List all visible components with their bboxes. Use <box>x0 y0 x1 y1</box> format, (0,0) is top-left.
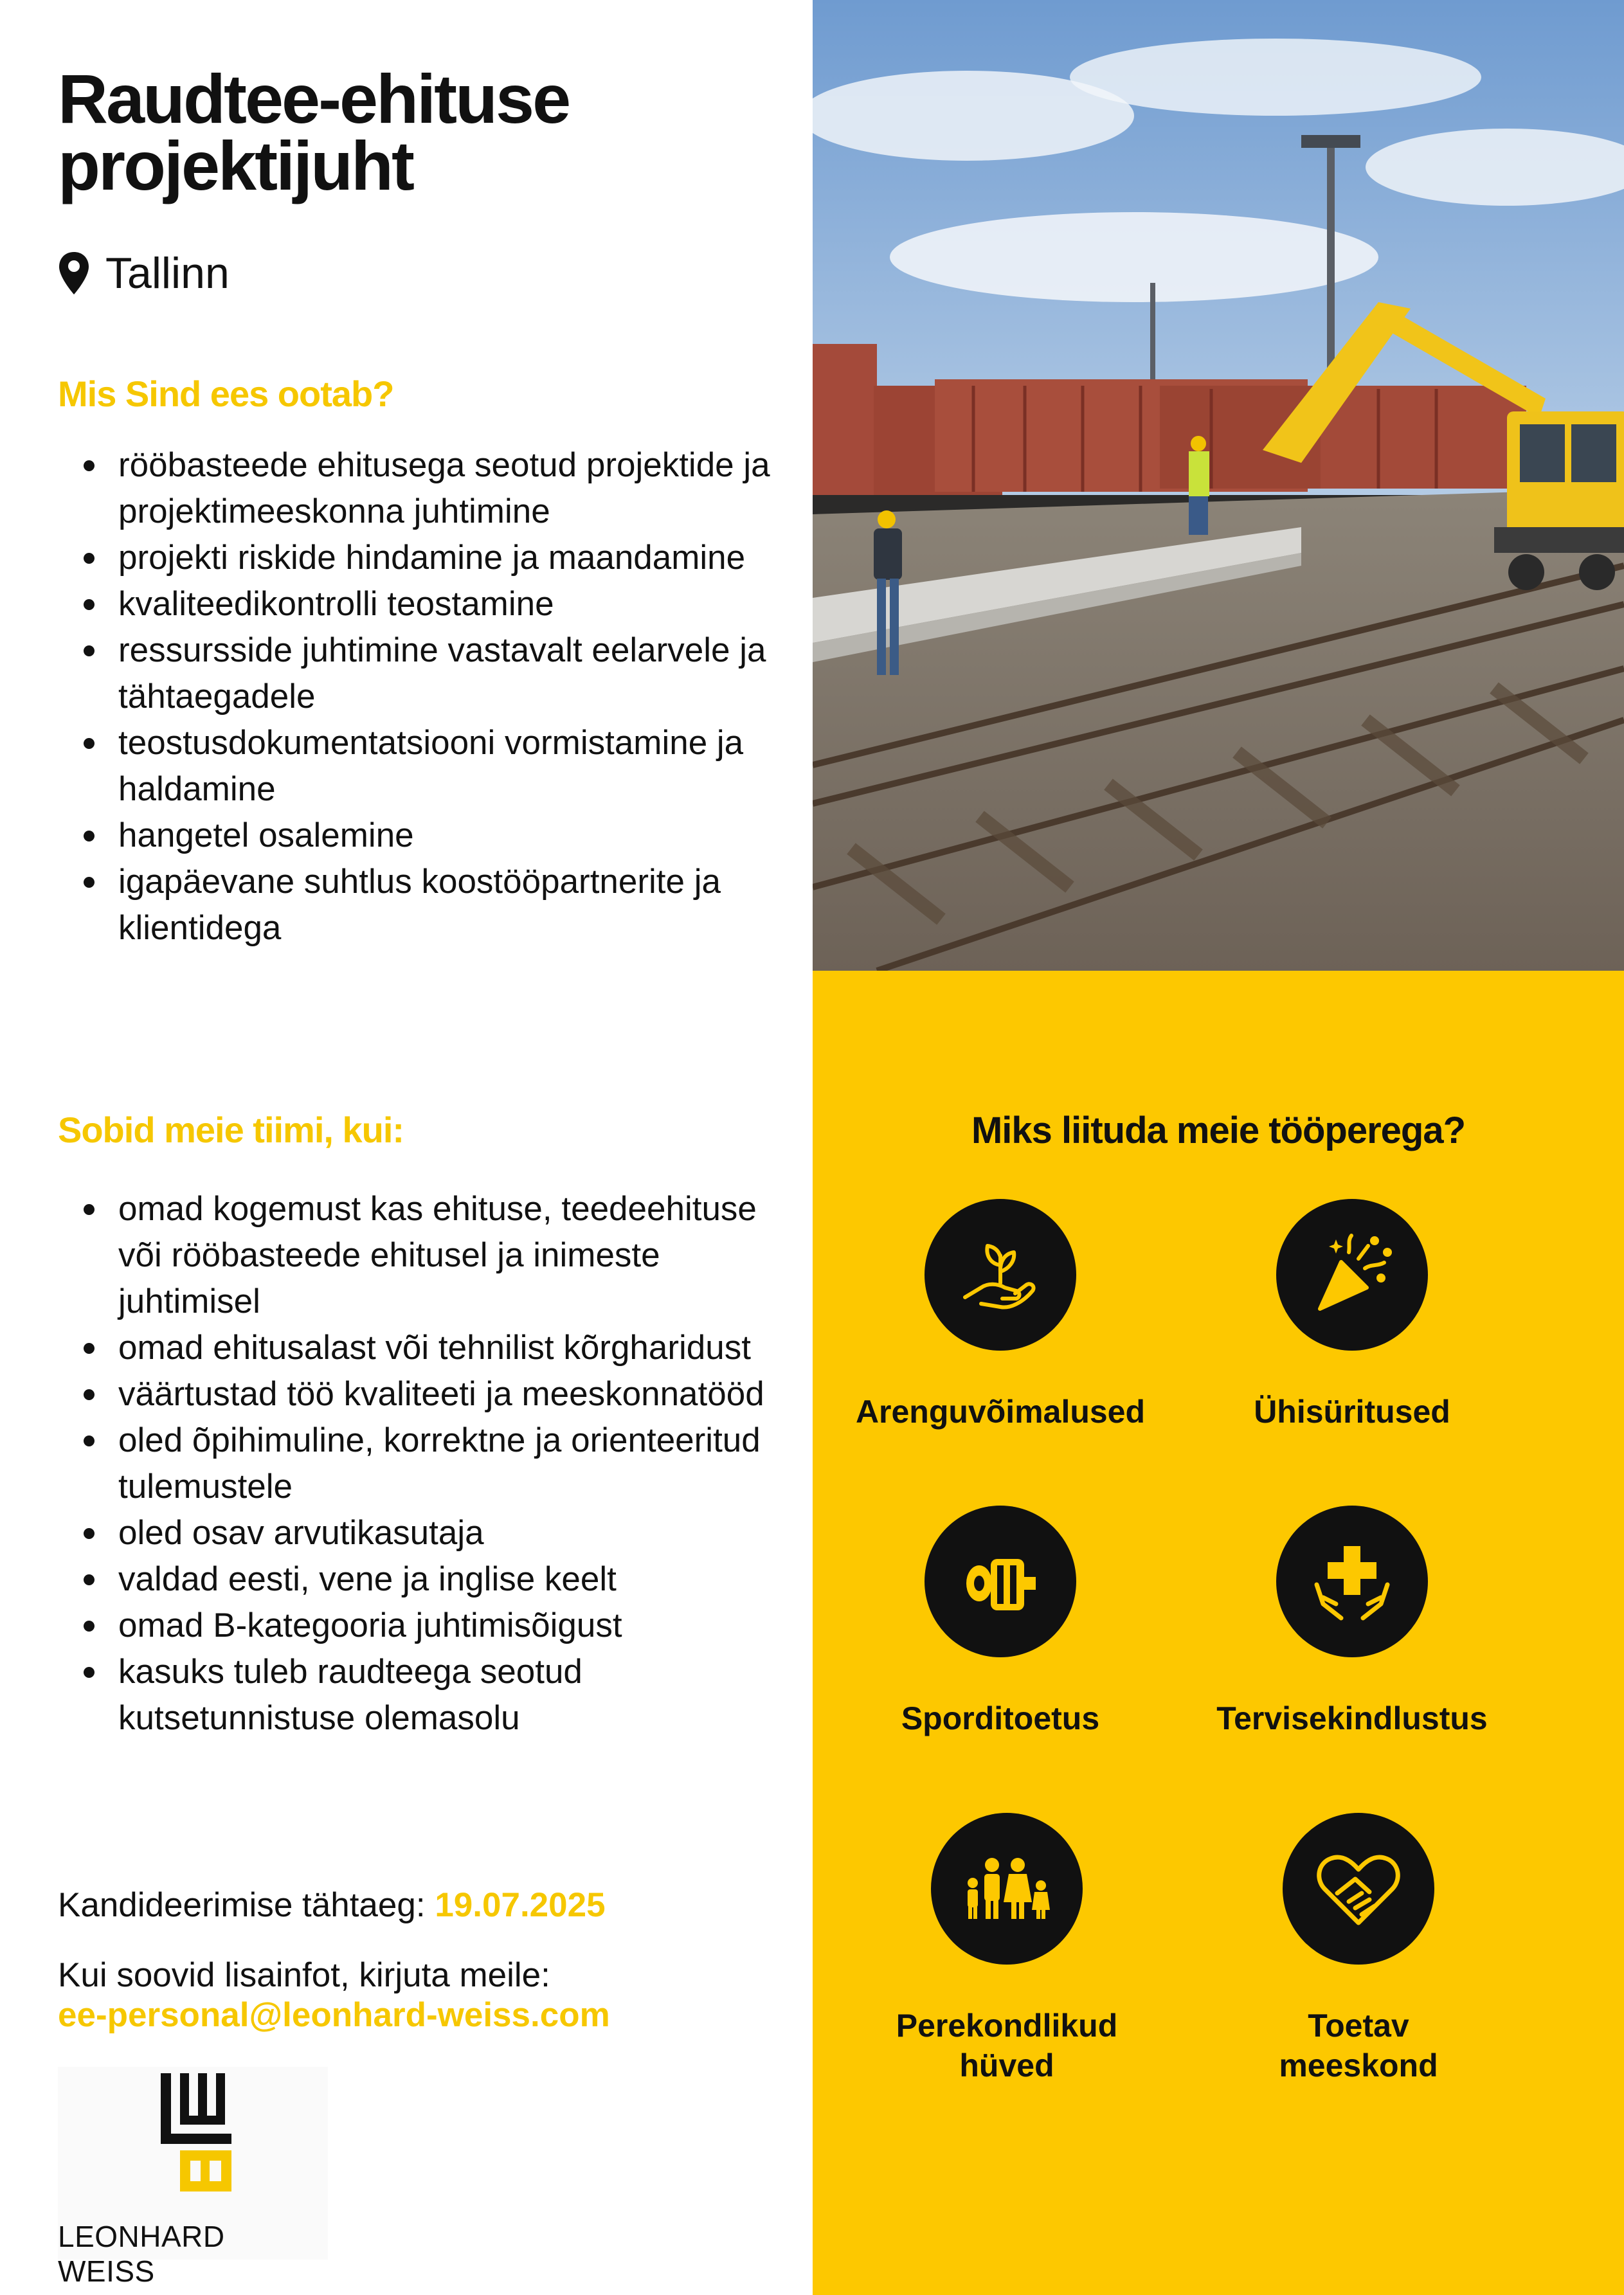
family-icon <box>959 1841 1055 1937</box>
list-item: omad kogemust kas ehituse, teedeehituse või rööbasteede ehitusel ja inimeste juhtimisel <box>58 1186 791 1325</box>
benefit-label: Sporditoetus <box>901 1700 1100 1736</box>
contact-info <box>58 1956 610 2035</box>
list-item: hangetel osalemine <box>58 813 791 859</box>
location-text: Tallinn <box>105 249 230 298</box>
list-item: omad B-kategooria juhtimisõigust <box>58 1603 791 1649</box>
list-item: oled osav arvutikasutaja <box>58 1510 791 1556</box>
contact-label: Kui soovid lisainfot, kirjuta meile: <box>58 1956 550 1994</box>
list-item: ressursside juhtimine vastavalt eelarvele ja tähtaegadele <box>58 627 791 720</box>
location <box>58 244 230 302</box>
tasks-heading: Mis Sind ees ootab? <box>58 374 394 414</box>
list-item: kvaliteedikontrolli teostamine <box>58 581 791 627</box>
contact-email-link[interactable]: ee-personal@leonhard-weiss.com <box>58 1996 610 2034</box>
deadline-date: 19.07.2025 <box>435 1886 606 1924</box>
hand-with-sprout-icon <box>952 1227 1049 1323</box>
list-item: igapäevane suhtlus koostööpartnerite ja klientidega <box>58 859 791 951</box>
benefit-label: Arenguvõimalused <box>855 1394 1146 1430</box>
railway-construction-photo <box>813 0 1624 971</box>
heart-handshake-icon <box>1310 1841 1407 1937</box>
list-item: teostusdokumentatsiooni vormistamine ja haldamine <box>58 720 791 813</box>
benefit-health-insurance <box>1172 1506 1532 1738</box>
list-item: valdad eesti, vene ja inglise keelt <box>58 1556 791 1603</box>
benefit-label: Perekondlikud hüved <box>896 2008 1118 2084</box>
map-pin-icon <box>58 251 90 296</box>
company-logo <box>58 2067 328 2288</box>
profile-heading: Sobid meie tiimi, kui: <box>58 1110 404 1150</box>
list-item: oled õpihimuline, korrektne ja orienteeritud tulemustele <box>58 1418 791 1510</box>
benefit-development <box>820 1199 1180 1432</box>
benefit-label: Tervisekindlustus <box>1216 1700 1488 1736</box>
list-item: väärtustad töö kvaliteeti ja meeskonnatööd <box>58 1371 791 1418</box>
deadline-label: Kandideerimise tähtaeg: <box>58 1886 426 1924</box>
benefit-supportive-team <box>1178 1813 1538 2085</box>
benefit-label: Toetav meeskond <box>1279 2008 1438 2084</box>
job-title: Raudtee-ehituse projektijuht <box>58 60 570 204</box>
company-name: LEONHARD WEISS <box>58 2220 225 2288</box>
list-item: projekti riskide hindamine ja maandamine <box>58 535 791 581</box>
list-item: omad ehitusalast või tehnilist kõrgharidust <box>58 1325 791 1371</box>
application-deadline <box>58 1882 606 1929</box>
benefit-label: Ühisüritused <box>1254 1394 1450 1430</box>
leonhard-weiss-logo-mark <box>161 2073 231 2202</box>
party-popper-icon <box>1304 1227 1400 1323</box>
health-cross-hands-icon <box>1304 1533 1400 1630</box>
dumbbell-icon <box>952 1533 1049 1630</box>
list-item: rööbasteede ehitusega seotud projektide ja projektimeeskonna juhtimine <box>58 442 791 535</box>
list-item: kasuks tuleb raudteega seotud kutsetunnistuse olemasolu <box>58 1649 791 1742</box>
benefits-panel <box>813 971 1624 2295</box>
benefit-sports <box>820 1506 1180 1738</box>
benefit-family <box>827 1813 1187 2085</box>
benefit-events <box>1172 1199 1532 1432</box>
benefits-heading: Miks liituda meie tööperega? <box>971 1110 1466 1151</box>
profile-list <box>58 1186 791 1742</box>
tasks-list <box>58 442 791 951</box>
